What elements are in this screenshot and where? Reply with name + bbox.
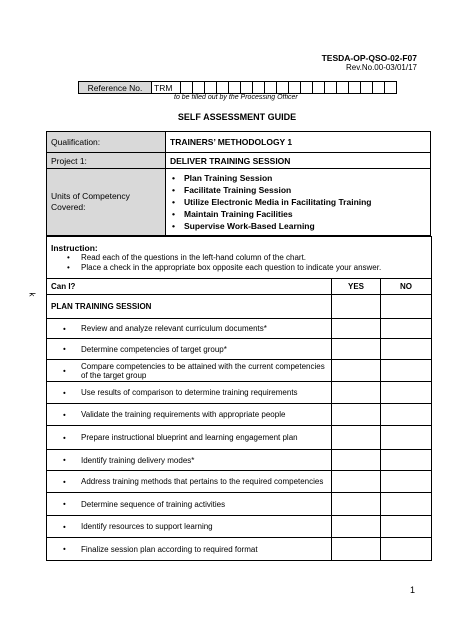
no-checkbox[interactable] [381,295,432,319]
question-row [47,516,332,538]
question-text: Finalize session plan according to required format [81,544,258,554]
reference-box[interactable] [181,82,193,94]
yes-checkbox[interactable] [332,493,381,516]
no-checkbox[interactable] [381,493,432,516]
reference-box[interactable] [241,82,253,94]
yes-checkbox[interactable] [332,450,381,471]
no-checkbox[interactable] [381,516,432,538]
question-text: Review and analyze relevant curriculum documents* [81,324,267,333]
qualification-value: TRAINERS’ METHODOLOGY 1 [166,132,431,153]
instruction-cell [47,237,432,279]
yes-checkbox[interactable] [332,516,381,538]
question-row [47,404,332,426]
reference-prefix: TRM [152,82,181,94]
reference-box[interactable] [337,82,349,94]
yes-checkbox[interactable] [332,471,381,493]
yes-checkbox[interactable] [332,295,381,319]
no-checkbox[interactable] [381,382,432,404]
reference-note: to be filled out by the Processing Officer [174,94,298,101]
question-text: Validate the training requirements with appropriate people [81,410,286,419]
reference-number-table [78,81,397,94]
yes-checkbox[interactable] [332,360,381,382]
question-text: Prepare instructional blueprint and learning engagement plan [81,433,298,442]
question-row [47,360,332,382]
document-id: TESDA-OP-QSO-02-F07 [321,53,417,63]
yes-checkbox[interactable] [332,339,381,360]
reference-box[interactable] [373,82,385,94]
question-row [47,319,332,339]
question-row [47,538,332,561]
no-checkbox[interactable] [381,404,432,426]
question-text: Identify resources to support learning [81,522,213,531]
qualification-label: Qualification: [47,132,166,153]
bullet: • [63,522,66,531]
instruction-item: • Read each of the questions in the left-hand column of the chart. [81,253,427,263]
yes-checkbox[interactable] [332,404,381,426]
no-checkbox[interactable] [381,319,432,339]
unit-item: • Maintain Training Facilities [184,208,426,220]
question-text: Identify training delivery modes* [81,455,195,465]
bullet: • [63,344,66,354]
project-value: DELIVER TRAINING SESSION [166,153,431,169]
reference-box[interactable] [229,82,241,94]
section-heading: PLAN TRAINING SESSION [47,295,332,319]
question-row [47,426,332,450]
units-list [170,172,426,232]
no-checkbox[interactable] [381,426,432,450]
unit-item: • Utilize Electronic Media in Facilitating Training [184,196,426,208]
bullet: • [63,388,66,397]
bullet: • [63,410,66,419]
reference-box[interactable] [253,82,265,94]
reference-box[interactable] [205,82,217,94]
unit-item: • Supervise Work-Based Learning [184,220,426,232]
question-row [47,450,332,471]
reference-box[interactable] [385,82,397,94]
unit-item: • Plan Training Session [184,172,426,184]
question-row [47,382,332,404]
page-title: SELF ASSESSMENT GUIDE [177,112,297,122]
no-checkbox[interactable] [381,538,432,561]
instruction-item: • Place a check in the appropriate box opposite each question to indicate your answer. [81,263,427,273]
bullet: • [63,366,66,375]
question-row [47,493,332,516]
revision-number: Rev.No.00-03/01/17 [345,63,417,72]
qualification-table [46,131,431,236]
reference-box[interactable] [361,82,373,94]
bullet: • [63,544,66,554]
reference-box[interactable] [301,82,313,94]
instruction-title: Instruction: [51,242,98,253]
question-row [47,339,332,360]
bullet: • [63,477,66,486]
question-text: Compare competencies to be attained with the current competencies of the target group [81,361,325,380]
bullet: • [63,433,66,442]
reference-box[interactable] [265,82,277,94]
units-cell [166,169,431,236]
reference-box[interactable] [289,82,301,94]
reference-label: Reference No. [79,82,152,94]
reference-box[interactable] [313,82,325,94]
bullet: • [63,324,66,333]
units-label: Units of Competency Covered: [47,169,166,236]
yes-checkbox[interactable] [332,319,381,339]
reference-box[interactable] [349,82,361,94]
column-header-can-i: Can I? [47,279,332,295]
yes-checkbox[interactable] [332,382,381,404]
no-checkbox[interactable] [381,450,432,471]
page-number: 1 [410,585,416,595]
question-row [47,471,332,493]
column-header-yes: YES [332,279,381,295]
reference-box[interactable] [277,82,289,94]
reference-box[interactable] [193,82,205,94]
instruction-list [51,253,427,273]
reference-box[interactable] [217,82,229,94]
bullet: • [63,455,66,465]
bullet: • [63,499,66,509]
questions-table [46,236,432,561]
unit-item: • Facilitate Training Session [184,184,426,196]
no-checkbox[interactable] [381,471,432,493]
question-text: Use results of comparison to determine training requirements [81,388,298,397]
project-label: Project 1: [47,153,166,169]
column-header-no: NO [381,279,432,295]
yes-checkbox[interactable] [332,538,381,561]
no-checkbox[interactable] [381,360,432,382]
no-checkbox[interactable] [381,339,432,360]
reference-box[interactable] [325,82,337,94]
question-text: Determine sequence of training activities [81,499,226,509]
yes-checkbox[interactable] [332,426,381,450]
question-text: Address training methods that pertains to the required competencies [81,477,324,486]
margin-mark: k [27,292,37,297]
question-text: Determine competencies of target group* [81,344,227,354]
